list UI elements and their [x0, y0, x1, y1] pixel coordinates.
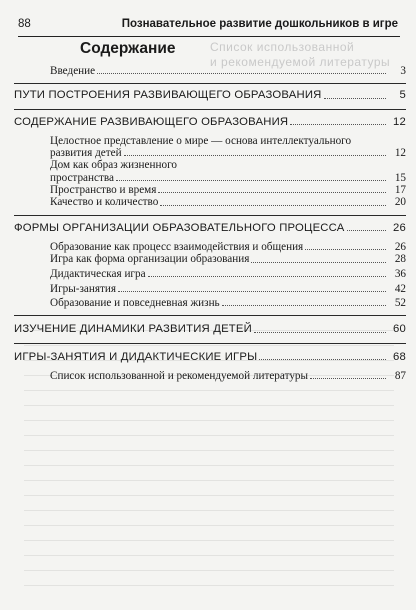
bleed-line: и рекомендуемой литературы	[210, 55, 391, 69]
toc-entry-2-2[interactable]: Дом как образ жизненного пространства 15	[50, 159, 406, 184]
page-title: Содержание	[80, 40, 176, 57]
toc-section-2[interactable]: СОДЕРЖАНИЕ РАЗВИВАЮЩЕГО ОБРАЗОВАНИЯ 12	[14, 115, 406, 128]
toc-entry-3-5[interactable]: Образование и повседневная жизнь 52	[50, 297, 406, 310]
running-title: Познавательное развитие дошкольников в игре	[121, 18, 398, 30]
divider	[14, 215, 406, 216]
toc-entry-3-4[interactable]: Игры-занятия 42	[50, 282, 406, 295]
toc-section-3[interactable]: ФОРМЫ ОРГАНИЗАЦИИ ОБРАЗОВАТЕЛЬНОГО ПРОЦЕССА 26	[14, 221, 406, 234]
toc-entry-2-3[interactable]: Пространство и время 17	[50, 184, 406, 197]
toc-section-1[interactable]: ПУТИ ПОСТРОЕНИЯ РАЗВИВАЮЩЕГО ОБРАЗОВАНИЯ 5	[14, 89, 406, 102]
toc-entry-2-4[interactable]: Качество и количество 20	[50, 196, 406, 209]
divider	[14, 315, 406, 316]
toc-section-4[interactable]: ИЗУЧЕНИЕ ДИНАМИКИ РАЗВИТИЯ ДЕТЕЙ 60	[14, 323, 406, 336]
toc-entry-3-3[interactable]: Дидактическая игра 36	[50, 267, 406, 280]
toc-entry-2-1[interactable]: Целостное представление о мире — основа интеллектуального развития детей 12	[50, 134, 406, 160]
toc-section-5[interactable]: ИГРЫ-ЗАНЯТИЯ И ДИДАКТИЧЕСКИЕ ИГРЫ 68	[14, 350, 406, 363]
table-of-contents	[14, 64, 406, 383]
divider	[14, 109, 406, 110]
divider	[14, 83, 406, 84]
toc-entry-3-1[interactable]: Образование как процесс взаимодействия и общения 26	[50, 240, 406, 253]
toc-entry-intro[interactable]: Введение 3	[50, 65, 406, 77]
toc-entry-3-2[interactable]: Игра как форма организации образования 28	[50, 253, 406, 266]
divider	[14, 343, 406, 344]
toc-entry-bibliography[interactable]: Список использованной и рекомендуемой литературы 87	[50, 370, 406, 383]
bleed-line: Список использованной	[210, 40, 355, 54]
page-number: 88	[18, 18, 31, 30]
running-header	[18, 14, 400, 37]
